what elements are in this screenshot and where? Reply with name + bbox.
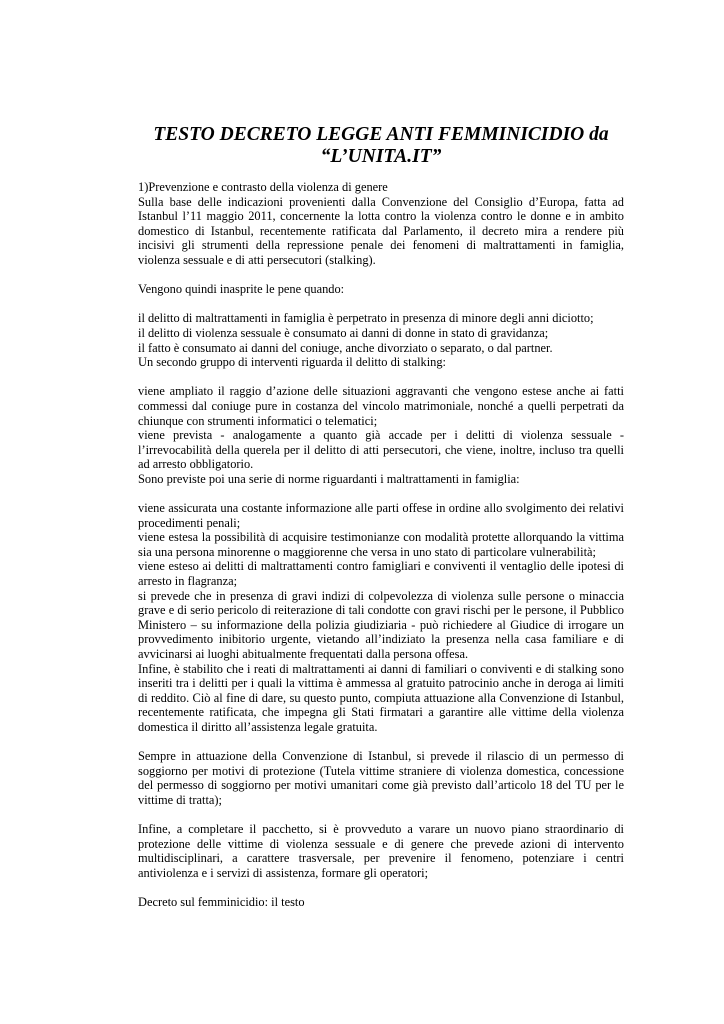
paragraph: viene esteso ai delitti di maltrattamenti contro famigliari e conviventi il ventaglio delle ipotesi di arresto in flagranza; <box>138 559 624 589</box>
paragraph: si prevede che in presenza di gravi indizi di colpevolezza di violenza sulle persone o minaccia grave e di serio pericolo di reiterazione di tali condotte con gravi rischi per le persone, il Pubblico Ministero – su informazione della polizia giudiziaria - può richiedere al Giudice di irrogare un provvedimento inibitorio urgente, vietando all’indiziato la presenza nella casa familiare e di avvicinarsi ai luoghi abitualmente frequentati dalla persona offesa. <box>138 588 624 661</box>
paragraph-spacer <box>138 881 624 896</box>
paragraph: viene ampliato il raggio d’azione delle situazioni aggravanti che vengono estese anche ai fatti commessi dal coniuge pure in costanza del vincolo matrimoniale, nonché a quelli perpetrati da chiunque con strumenti informatici o telematici; <box>138 384 624 428</box>
paragraph: Infine, a completare il pacchetto, si è provveduto a varare un nuovo piano straordinario di protezione delle vittime di violenza sessuale e di genere che prevede azioni di intervento multidisciplinari, a carattere trasversale, per prevenire il fenomeno, potenziare i centri antiviolenza e i servizi di assistenza, formare gli operatori; <box>138 822 624 880</box>
document-title <box>138 124 624 168</box>
paragraph-spacer <box>138 370 624 385</box>
paragraph-spacer <box>138 268 624 283</box>
paragraph: il delitto di violenza sessuale è consumato ai danni di donne in stato di gravidanza; <box>138 325 549 340</box>
paragraph: viene assicurata una costante informazione alle parti offese in ordine allo svolgimento dei relativi procedimenti penali; <box>138 501 624 530</box>
paragraph: Sempre in attuazione della Convenzione di Istanbul, si prevede il rilascio di un permesso di soggiorno per motivi di protezione (Tutela vittime straniere di violenza domestica, concessione del permesso di soggiorno per motivi umanitari come già previsto dall’articolo 18 del TU per le vittime di tratta); <box>138 749 624 807</box>
paragraph: Sono previste poi una serie di norme riguardanti i maltrattamenti in famiglia: <box>138 471 520 486</box>
paragraph: viene estesa la possibilità di acquisire testimonianze con modalità protette allorquando la vittima sia una persona minorenne o maggiorenne che versa in uno stato di particolare vulnerabilità; <box>138 530 624 559</box>
title-line-2: “L’UNITA.IT” <box>320 146 442 167</box>
paragraph-spacer <box>138 297 624 312</box>
paragraph: Un secondo gruppo di interventi riguarda il delitto di stalking: <box>138 355 446 370</box>
paragraph: 1)Prevenzione e contrasto della violenza di genere <box>138 180 388 194</box>
paragraph: il fatto è consumato ai danni del coniuge, anche divorziato o separato, o dal partner. <box>138 340 553 355</box>
paragraph: Infine, è stabilito che i reati di maltrattamenti ai danni di familiari o conviventi e di stalking sono inseriti tra i delitti per i quali la vittima è ammessa al gratuito patrocinio anche in deroga ai limiti di reddito. Ciò al fine di dare, su questo punto, compiuta attuazione alla Convenzione di Istanbul, recentemente ratificata, che impegna gli Stati firmatari a garantire alle vittime della violenza domestica il diritto all’assistenza legale gratuita. <box>138 661 624 734</box>
paragraph: Vengono quindi inasprite le pene quando: <box>138 282 345 297</box>
document-body <box>138 180 624 910</box>
paragraph: Sulla base delle indicazioni provenienti dalla Convenzione del Consiglio d’Europa, fatta ad Istanbul l’11 maggio 2011, concernente la lotta contro la violenza contro le donne e in ambito domestico di Istanbul, recentemente ratificata dal Parlamento, il decreto mira a rendere più incisivi gli strumenti della repressione penale dei fenomeni di maltrattamenti in famiglia, violenza sessuale e di atti persecutori (stalking). <box>138 194 624 267</box>
paragraph-spacer <box>138 735 624 750</box>
paragraph: viene prevista - analogamente a quanto già accade per i delitti di violenza sessuale - l’irrevocabilità della querela per il delitto di atti persecutori, che viene, inoltre, incluso tra quelli ad arresto obbligatorio. <box>138 428 624 472</box>
paragraph-spacer <box>138 486 624 501</box>
paragraph: il delitto di maltrattamenti in famiglia è perpetrato in presenza di minore degli anni diciotto; <box>138 311 594 326</box>
paragraph-spacer <box>138 808 624 823</box>
paragraph: Decreto sul femminicidio: il testo <box>138 895 305 910</box>
title-line-1: TESTO DECRETO LEGGE ANTI FEMMINICIDIO da <box>153 124 609 145</box>
